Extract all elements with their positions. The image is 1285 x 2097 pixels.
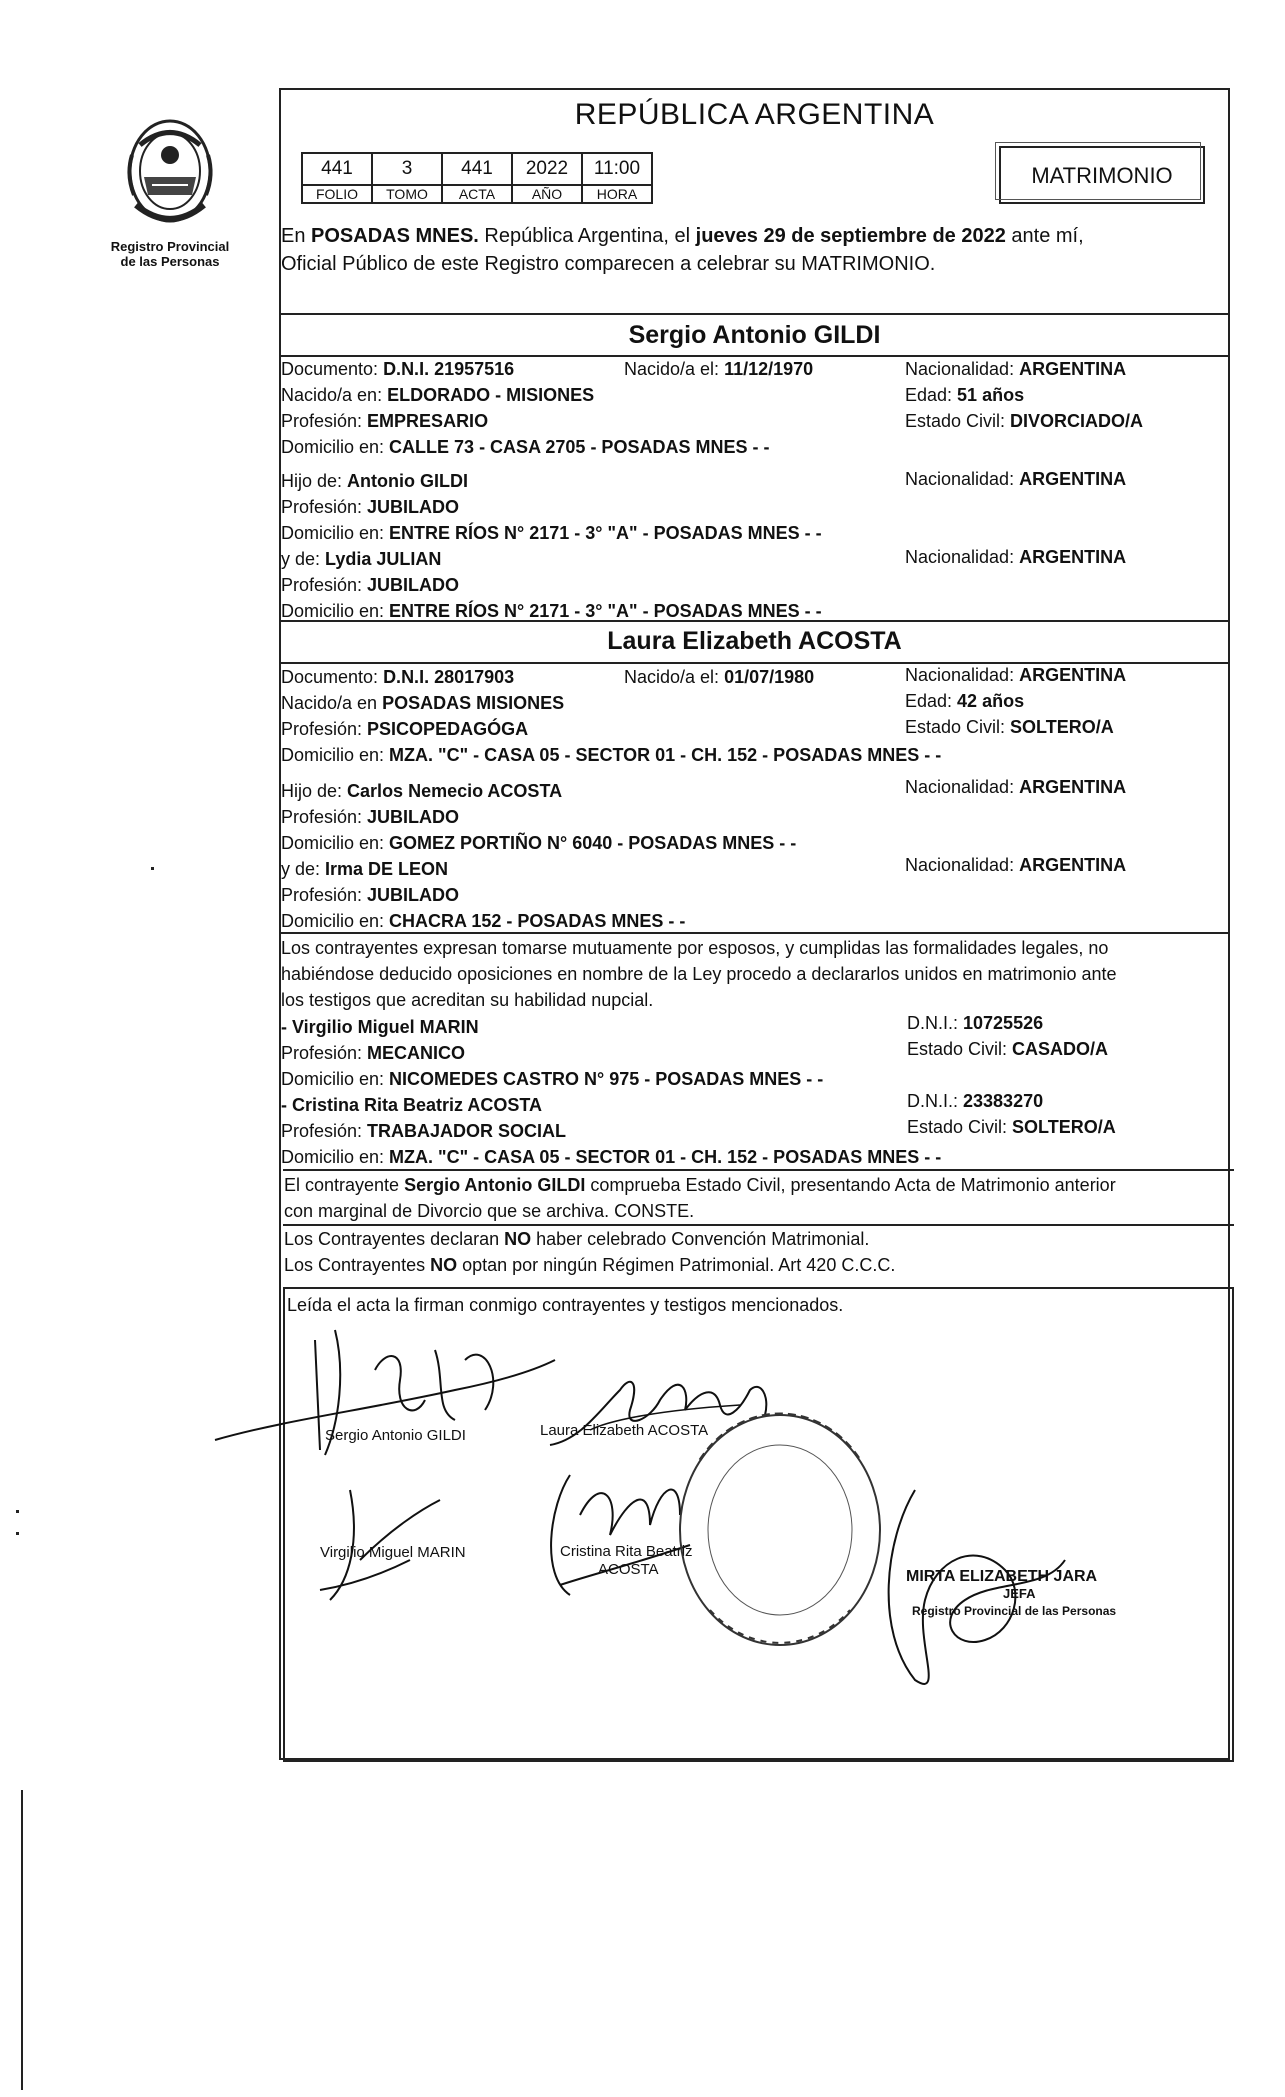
intro-text-1: En [281, 225, 312, 247]
folio-value: 441 [302, 153, 372, 185]
spouse2-mother-nationality: Nacionalidad: ARGENTINA [905, 855, 1127, 875]
witness1-dni: D.N.I.: 10725526 [907, 1013, 1044, 1033]
spouse1-father: Hijo de: Antonio GILDI [281, 471, 469, 491]
spouse1-address: Domicilio en: CALLE 73 - CASA 2705 - POSADAS MNES - - [281, 437, 770, 457]
signature-label-1: Sergio Antonio GILDI [325, 1427, 466, 1444]
spouse2-father: Hijo de: Carlos Nemecio ACOSTA [281, 781, 563, 801]
signature-label-4b: ACOSTA [598, 1561, 659, 1578]
signature-label-3: Virgilio Miguel MARIN [320, 1544, 466, 1561]
official-title: JEFA [1003, 1586, 1036, 1601]
scan-dot [151, 867, 154, 870]
divider [279, 932, 1230, 934]
signature-label-4a: Cristina Rita Beatriz [560, 1543, 693, 1560]
signature-label-2: Laura Elizabeth ACOSTA [540, 1422, 709, 1439]
spouse2-father-profession: Profesión: JUBILADO [281, 807, 460, 827]
witness2-profession: Profesión: TRABAJADOR SOCIAL [281, 1121, 567, 1141]
declaration-line-3: los testigos que acreditan su habilidad nupcial. [281, 990, 654, 1010]
spouse1-father-profession: Profesión: JUBILADO [281, 497, 460, 517]
divider [283, 1169, 1234, 1171]
divider [279, 355, 1230, 357]
witness1-name: - Virgilio Miguel MARIN [281, 1017, 479, 1037]
signature-official [855, 1480, 1085, 1700]
registry-reference-table [301, 152, 653, 204]
country-title: REPÚBLICA ARGENTINA [574, 98, 935, 131]
spouse2-father-address: Domicilio en: GOMEZ PORTIÑO N° 6040 - POSADAS MNES - - [281, 833, 797, 853]
intro-text-3: ante mí, [1005, 225, 1084, 247]
divider [283, 1287, 1234, 1289]
spouse2-birthplace: Nacido/a en POSADAS MISIONES [281, 693, 565, 713]
spouse2-mother: y de: Irma DE LEON [281, 859, 449, 879]
spouse1-documento: Documento: D.N.I. 21957516 [281, 359, 515, 379]
spouse1-father-nationality: Nacionalidad: ARGENTINA [905, 469, 1127, 489]
regime-note: Los Contrayentes declaran NO haber celebrado Convención Matrimonial. Los Contrayentes NO optan por ningún Régimen Patrimonial. Art 420 C.C.C. [284, 1229, 896, 1275]
witness2-name: - Cristina Rita Beatriz ACOSTA [281, 1095, 543, 1115]
spouse1-civil-status: Estado Civil: DIVORCIADO/A [905, 411, 1144, 431]
spouse2-address: Domicilio en: MZA. "C" - CASA 05 - SECTOR 01 - CH. 152 - POSADAS MNES - - [281, 745, 942, 765]
prior-marriage-note: El contrayente Sergio Antonio GILDI comprueba Estado Civil, presentando Acta de Matrimonio anterior con marginal de Divorcio que se archiva. CONSTE. [284, 1175, 1116, 1221]
spouse1-mother-profession: Profesión: JUBILADO [281, 575, 460, 595]
spouse2-civil-status: Estado Civil: SOLTERO/A [905, 717, 1114, 737]
declaration-paragraph [281, 935, 1226, 1013]
spouse1-name: Sergio Antonio GILDI [628, 321, 881, 349]
spouse1-mother-nationality: Nacionalidad: ARGENTINA [905, 547, 1127, 567]
acta-value: 441 [442, 153, 512, 185]
spouse2-profession: Profesión: PSICOPEDAGÓGA [281, 719, 529, 739]
intro-place: POSADAS MNES. [311, 225, 479, 247]
official-organization: Registro Provincial de las Personas [912, 1604, 1117, 1618]
spouse1-birthplace: Nacido/a en: ELDORADO - MISIONES [281, 385, 595, 405]
spouse2-age: Edad: 42 años [905, 691, 1025, 711]
folio-label: FOLIO [302, 185, 372, 203]
logo-line-1: Registro Provincial [110, 239, 230, 254]
witness1-profession: Profesión: MECANICO [281, 1043, 466, 1063]
registry-logo [105, 115, 235, 269]
witness2-address: Domicilio en: MZA. "C" - CASA 05 - SECTOR 01 - CH. 152 - POSADAS MNES - - [281, 1147, 942, 1167]
hora-label: HORA [582, 185, 652, 203]
witness1-address: Domicilio en: NICOMEDES CASTRO N° 975 - POSADAS MNES - - [281, 1069, 824, 1089]
spouse1-age: Edad: 51 años [905, 385, 1025, 405]
spouse2-birthdate: Nacido/a el: 01/07/1980 [624, 667, 815, 687]
witness2-civil-status: Estado Civil: SOLTERO/A [907, 1117, 1116, 1137]
closing-statement: Leída el acta la firman conmigo contrayentes y testigos mencionados. [287, 1295, 844, 1315]
spouse2-father-nationality: Nacionalidad: ARGENTINA [905, 777, 1127, 797]
spouse1-nationality: Nacionalidad: ARGENTINA [905, 359, 1127, 379]
acta-label: ACTA [442, 185, 512, 203]
logo-line-2: de las Personas [120, 254, 220, 269]
divider [279, 620, 1230, 622]
scan-edge-line [21, 1790, 23, 2090]
witness1-civil-status: Estado Civil: CASADO/A [907, 1039, 1109, 1059]
hora-value: 11:00 [582, 153, 652, 185]
declaration-line-2: habiéndose deducido oposiciones en nombre de la Ley procedo a declararlos unidos en matrimonio ante [281, 964, 1117, 984]
official-name: MIRTA ELIZABETH JARA [906, 1568, 1098, 1585]
scan-dot [16, 1532, 19, 1535]
intro-paragraph [281, 222, 1226, 278]
declaration-line-1: Los contrayentes expresan tomarse mutuamente por esposos, y cumplidas las formalidades legales, no [281, 938, 1109, 958]
spouse1-mother: y de: Lydia JULIAN [281, 549, 442, 569]
spouse1-profession: Profesión: EMPRESARIO [281, 411, 489, 431]
intro-text-2: República Argentina, el [478, 225, 696, 247]
intro-date: jueves 29 de septiembre de 2022 [695, 225, 1006, 247]
divider [279, 313, 1230, 315]
spouse2-nationality: Nacionalidad: ARGENTINA [905, 665, 1127, 685]
witness2-dni: D.N.I.: 23383270 [907, 1091, 1044, 1111]
ano-label: AÑO [512, 185, 582, 203]
tomo-label: TOMO [372, 185, 442, 203]
provincial-seal-icon [122, 115, 218, 233]
spouse1-mother-address: Domicilio en: ENTRE RÍOS N° 2171 - 3° "A" - POSADAS MNES - - [281, 601, 822, 621]
record-type-box: MATRIMONIO [999, 146, 1205, 204]
scan-dot [16, 1510, 19, 1513]
spouse2-documento: Documento: D.N.I. 28017903 [281, 667, 515, 687]
spouse1-birthdate: Nacido/a el: 11/12/1970 [624, 359, 814, 379]
spouse1-father-address: Domicilio en: ENTRE RÍOS N° 2171 - 3° "A" - POSADAS MNES - - [281, 523, 822, 543]
spouse2-name: Laura Elizabeth ACOSTA [607, 627, 902, 655]
spouse2-mother-address: Domicilio en: CHACRA 152 - POSADAS MNES - - [281, 911, 686, 931]
tomo-value: 3 [372, 153, 442, 185]
intro-line-2: Oficial Público de este Registro comparecen a celebrar su MATRIMONIO. [281, 253, 936, 275]
ano-value: 2022 [512, 153, 582, 185]
spouse2-mother-profession: Profesión: JUBILADO [281, 885, 460, 905]
